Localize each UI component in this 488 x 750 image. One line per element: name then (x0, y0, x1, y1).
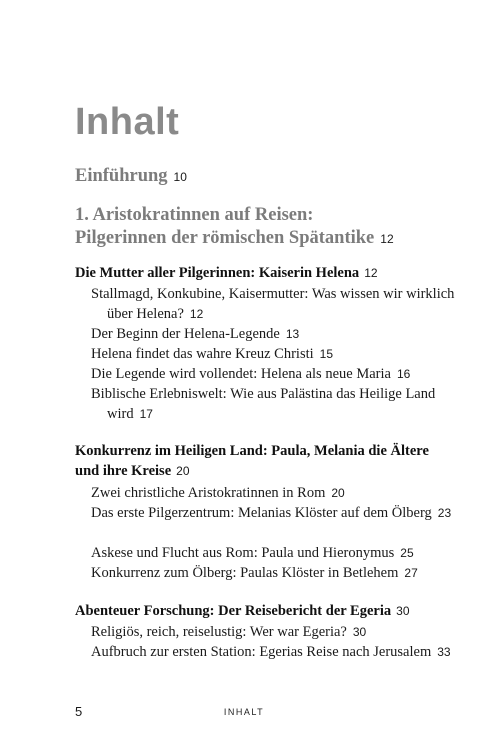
page-number: 12 (364, 266, 378, 280)
page-number: 33 (437, 645, 451, 659)
chapter-title-line-2: Pilgerinnen der römischen Spätantike (75, 228, 375, 248)
page-number: 13 (285, 327, 300, 341)
entry-title: Askese und Flucht aus Rom: Paula und Hieronymus (91, 545, 395, 561)
page-number: 12 (189, 307, 204, 321)
toc-entry[interactable] (91, 622, 457, 642)
entry-title: Helena findet das wahre Kreuz Christi (91, 346, 314, 362)
toc-entry[interactable] (91, 364, 457, 384)
toc-entry[interactable] (91, 344, 457, 364)
page-number: 17 (139, 407, 153, 421)
page-number: 20 (331, 486, 345, 500)
entry-title: Das erste Pilgerzentrum: Melanias Klöster auf dem Ölberg (91, 505, 432, 521)
page-number: 12 (380, 232, 394, 246)
page-title: Inhalt (75, 101, 180, 143)
entry-title: Aufbruch zur ersten Station: Egerias Reise nach Jerusalem (91, 644, 432, 660)
entry-title: Zwei christliche Aristokratinnen in Rom (91, 485, 326, 501)
page-number: 27 (404, 566, 418, 580)
section-title: Konkurrenz im Heiligen Land: Paula, Melania die Ältere und ihre Kreise (75, 443, 429, 479)
toc-entry[interactable] (91, 563, 457, 583)
page-number: 25 (400, 546, 414, 560)
entry-title: Die Legende wird vollendet: Helena als neue Maria (91, 366, 391, 382)
toc-entry[interactable] (91, 324, 457, 344)
toc-chapter-1[interactable] (75, 204, 475, 251)
toc-entry[interactable] (91, 642, 457, 662)
entry-title: Biblische Erlebniswelt: Wie aus Palästina das Heilige Land wird (91, 386, 436, 422)
toc-section-egeria[interactable] (75, 602, 435, 622)
page-number: 30 (352, 625, 367, 639)
toc-section-helena[interactable] (75, 264, 435, 284)
toc-entry[interactable] (91, 543, 457, 563)
toc-entry-introduction[interactable] (75, 165, 187, 188)
folio-page-number: 5 (75, 704, 83, 719)
page-number: 16 (396, 367, 411, 381)
page-number: 20 (176, 463, 190, 478)
page-number: 23 (437, 506, 452, 520)
section-title: Die Mutter aller Pilgerinnen: Kaiserin Helena (75, 265, 360, 281)
section-title: Abenteuer Forschung: Der Reisebericht der Egeria (75, 603, 392, 619)
page-number: 30 (396, 604, 410, 618)
toc-entry[interactable] (91, 483, 457, 503)
toc-entry[interactable] (91, 503, 457, 523)
toc-entry[interactable] (91, 384, 457, 424)
chapter-title-line-1: 1. Aristokratinnen auf Reisen: (75, 205, 314, 225)
toc-section-paula-melania[interactable] (75, 442, 435, 481)
entry-title: Der Beginn der Helena-Legende (91, 326, 280, 342)
page-number: 15 (319, 347, 334, 361)
running-head: INHALT (223, 707, 265, 717)
toc-entry[interactable] (91, 284, 457, 324)
entry-title: Stallmagd, Konkubine, Kaisermutter: Was wissen wir wirklich über Helena? (91, 286, 455, 322)
entry-title: Einführung (75, 166, 168, 186)
entry-title: Religiös, reich, reiselustig: Wer war Egeria? (91, 624, 347, 640)
page-number: 10 (173, 170, 187, 184)
entry-title: Konkurrenz zum Ölberg: Paulas Klöster in Betlehem (91, 565, 399, 581)
